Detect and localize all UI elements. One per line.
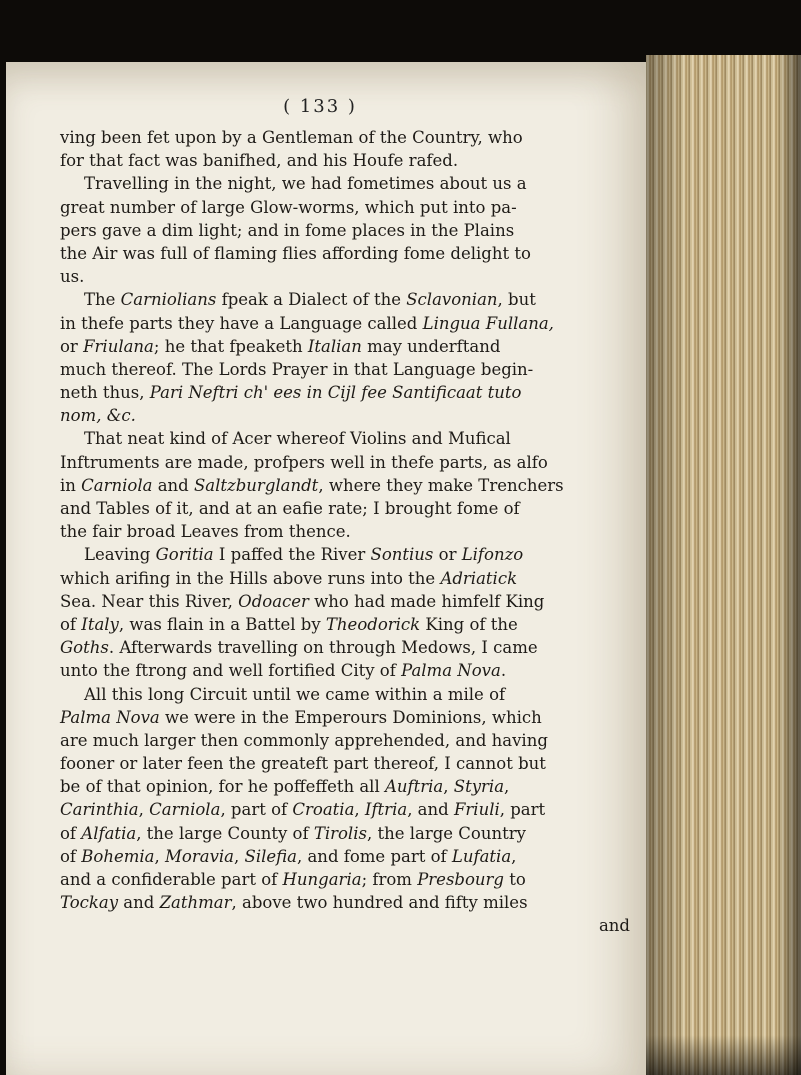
- text-run: That neat kind of Acer whereof Violins and Mufical: [84, 429, 511, 449]
- text-run: Friulana: [83, 336, 154, 356]
- text-run: ,: [138, 800, 150, 820]
- text-run: ,: [234, 846, 245, 866]
- text-run: Carniolians: [120, 290, 217, 310]
- text-line: [60, 590, 670, 613]
- text-line: [60, 404, 670, 427]
- text-run: of: [60, 614, 82, 634]
- text-line: [60, 474, 670, 497]
- text-line: [60, 219, 670, 242]
- text-run: , the large County of: [136, 823, 314, 843]
- text-run: Theodorick: [325, 614, 421, 634]
- text-run: Inftruments are made, profpers well in thefe parts, as alfo: [60, 452, 548, 472]
- text-run: Alfatia: [81, 823, 137, 843]
- text-run: may underftand: [361, 336, 501, 356]
- text-run: ,: [154, 846, 166, 866]
- text-run: Palma Nova: [60, 707, 160, 727]
- text-run: Sclavonian: [406, 290, 498, 310]
- text-run: Zathmar: [159, 893, 232, 913]
- text-run: , the large Country: [366, 823, 526, 843]
- text-run: Friuli: [453, 800, 500, 820]
- text-run: pers gave a dim light; and in fome places in the Plains: [60, 220, 515, 240]
- text-run: Carinthia: [60, 800, 139, 820]
- text-run: The: [84, 290, 121, 310]
- text-line: [60, 567, 670, 590]
- text-run: . Afterwards travelling on through Medows, I came: [108, 638, 538, 658]
- text-line: [60, 798, 670, 821]
- text-line: [60, 683, 670, 706]
- text-line: [60, 265, 670, 288]
- text-run: Italy: [81, 614, 119, 634]
- text-run: great number of large Glow-worms, which put into pa-: [60, 197, 517, 217]
- text-run: ,: [354, 800, 365, 820]
- text-run: and: [118, 893, 160, 913]
- body-text: [60, 126, 670, 938]
- text-run: Travelling in the night, we had fometimes about us a: [84, 174, 527, 194]
- text-line: [60, 242, 670, 265]
- text-line: [60, 451, 670, 474]
- text-run: or: [60, 336, 84, 356]
- text-run: ,: [504, 777, 510, 797]
- text-run: or: [433, 545, 462, 565]
- text-run: Carniola: [149, 800, 221, 820]
- text-run: ving been fet upon by a Gentleman of the Country, who: [60, 128, 523, 147]
- text-run: Lufatia: [451, 846, 512, 866]
- catchword: and: [598, 916, 630, 936]
- text-line: [60, 497, 670, 520]
- text-run: nom, &c.: [60, 406, 136, 426]
- text-run: , where they make Trenchers: [318, 475, 564, 495]
- text-run: Odoacer: [238, 591, 309, 611]
- text-run: Carniola: [81, 475, 153, 495]
- text-run: Presbourg: [417, 870, 504, 889]
- text-run: Styria: [453, 777, 505, 797]
- text-run: Tirolis: [313, 823, 367, 843]
- text-line: [60, 752, 670, 775]
- text-line: [60, 172, 670, 195]
- text-run: ; from: [361, 870, 418, 889]
- text-line: [60, 868, 670, 891]
- text-run: who had made himfelf King: [308, 591, 545, 611]
- text-line: [60, 775, 670, 798]
- text-run: Goritia: [155, 545, 214, 565]
- text-run: .: [500, 661, 507, 681]
- page-number: ( 133 ): [283, 96, 357, 117]
- text-run: Auftria: [384, 777, 444, 797]
- text-line: [60, 520, 670, 543]
- text-run: Sea. Near this River,: [60, 591, 239, 611]
- text-run: of: [60, 846, 82, 866]
- text-run: Iftria: [364, 800, 408, 820]
- text-run: , part: [499, 800, 546, 820]
- text-run: , above two hundred and fifty miles: [231, 893, 528, 913]
- text-run: of: [60, 823, 82, 843]
- text-run: ,: [443, 777, 454, 797]
- text-line: [60, 891, 670, 914]
- text-run: Saltzburglandt: [194, 475, 319, 495]
- text-run: Pari Neftri ch' ees in Cijl fee Santificaat tuto: [149, 383, 522, 403]
- text-run: Goths: [60, 638, 109, 658]
- text-run: in: [60, 475, 82, 495]
- text-line: [60, 729, 670, 752]
- text-run: ; he that fpeaketh: [153, 336, 308, 356]
- text-line: [60, 822, 670, 845]
- text-run: , was flain in a Battel by: [118, 614, 326, 634]
- text-line: [60, 358, 670, 381]
- text-run: , and fome part of: [296, 846, 452, 866]
- text-line: [60, 543, 670, 566]
- text-run: Italian: [307, 336, 362, 356]
- text-run: King of the: [420, 614, 518, 634]
- text-line: [60, 381, 670, 404]
- text-run: Silefia: [244, 846, 297, 866]
- text-run: Leaving: [84, 545, 156, 565]
- text-line: [60, 196, 670, 219]
- text-run: the fair broad Leaves from thence.: [60, 522, 351, 542]
- text-line: [60, 312, 670, 335]
- text-run: All this long Circuit until we came within a mile of: [84, 684, 506, 704]
- text-run: for that fact was banifhed, and his Houfe rafed.: [60, 151, 459, 171]
- text-run: I paffed the River: [213, 545, 371, 565]
- text-run: Hungaria: [282, 870, 362, 889]
- text-line: [60, 845, 670, 868]
- text-line: [60, 636, 670, 659]
- text-line: [60, 288, 670, 311]
- text-run: to: [503, 870, 526, 889]
- text-run: us.: [60, 267, 85, 287]
- text-run: Adriatick: [440, 568, 518, 588]
- text-run: , but: [497, 290, 536, 310]
- text-run: Lifonzo: [461, 545, 524, 565]
- text-run: Bohemia: [81, 846, 155, 866]
- text-run: , part of: [220, 800, 293, 820]
- text-run: Lingua Fullana,: [422, 313, 554, 333]
- text-line: [60, 613, 670, 636]
- text-line: [60, 126, 670, 149]
- text-run: much thereof. The Lords Prayer in that Language begin-: [60, 359, 534, 379]
- text-run: Moravia: [165, 846, 235, 866]
- text-run: Sontius: [370, 545, 434, 565]
- text-line: [60, 706, 670, 729]
- text-run: we were in the Emperours Dominions, which: [159, 707, 542, 727]
- text-run: fooner or later feen the greateft part thereof, I cannot but: [60, 754, 546, 774]
- text-run: unto the ftrong and well fortified City of: [60, 661, 402, 681]
- text-run: which arifing in the Hills above runs into the: [60, 568, 441, 588]
- text-run: Tockay: [60, 893, 119, 913]
- text-line: [60, 427, 670, 450]
- text-run: the Air was full of flaming flies affording fome delight to: [60, 243, 531, 263]
- text-run: and: [152, 475, 194, 495]
- text-run: neth thus,: [60, 383, 150, 403]
- text-run: fpeak a Dialect of the: [216, 290, 407, 310]
- text-run: are much larger then commonly apprehended, and having: [60, 730, 548, 750]
- text-run: , and: [407, 800, 454, 820]
- text-line: [60, 659, 670, 682]
- text-line: [60, 149, 670, 172]
- text-line: [60, 335, 670, 358]
- text-run: and Tables of it, and at an eafie rate; I brought fome of: [60, 499, 520, 518]
- text-run: Croatia: [292, 800, 355, 820]
- text-run: in thefe parts they have a Language called: [60, 313, 423, 333]
- text-run: Palma Nova: [401, 661, 501, 681]
- text-run: be of that opinion, for he poffeffeth all: [60, 777, 385, 797]
- text-run: ,: [511, 846, 517, 866]
- text-run: and a confiderable part of: [60, 870, 283, 889]
